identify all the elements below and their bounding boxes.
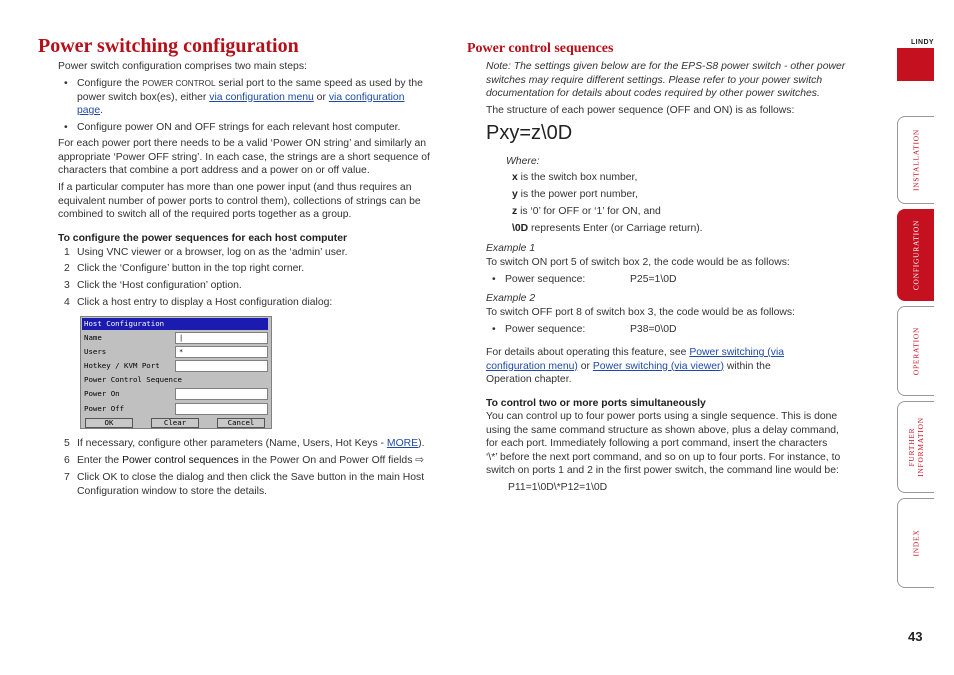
power-switching-config-menu-link-part1[interactable]: Power switching (via (689, 347, 785, 358)
power-switching-config-menu-link-part2[interactable]: configuration menu) (486, 360, 578, 372)
step-7: 7 Click OK to close the dialog and then click the Save button in the main Host Configuration window to store the details. (64, 472, 425, 497)
step-1: 1 Using VNC viewer or a browser, log on as the ‘admin’ user. (64, 247, 348, 258)
step-4: 4 Click a host entry to display a Host configuration dialog: (64, 297, 333, 308)
host-configuration-dialog (80, 316, 272, 429)
cancel-button[interactable]: Cancel (217, 418, 265, 428)
power-switching-viewer-link[interactable]: Power switching (via viewer) (592, 360, 724, 372)
bullet-dot: • (64, 122, 68, 133)
subheading-configure-sequences: To configure the power sequences for each host computer (58, 233, 348, 244)
tab-further-information[interactable]: FURTHER INFORMATION (897, 401, 934, 493)
via-configuration-page-link-part1[interactable]: via configuration (328, 91, 405, 103)
name-field[interactable]: | (175, 332, 268, 344)
paragraph-power-strings: For each power port there needs to be a valid ‘Power ON string’ and similarly an appropriate ‘Power OFF string’. In each case, the strings are a short sequence of characters that combine a port address and a power on or off value. (58, 138, 430, 177)
intro-text: Power switch configuration comprises two main steps: (58, 61, 307, 72)
example-1-label: Example 1 (486, 243, 536, 254)
power-on-field[interactable] (175, 388, 268, 400)
definition-0d: \0D represents Enter (or Carriage return). (512, 223, 703, 234)
power-on-label: Power On (84, 389, 120, 398)
logo-red-block (897, 48, 934, 81)
dialog-title: Host Configuration (82, 318, 268, 330)
example-1-text: To switch ON port 5 of switch box 2, the code would be as follows: (486, 257, 790, 268)
step-bullet-1: • Configure the POWER CONTROL serial port to the same speed as used by the power switch box(es), either via configuration menu or via configuration page. (64, 78, 423, 117)
page-number: 43 (908, 629, 923, 644)
example-2-label: Example 2 (486, 293, 536, 304)
where-label: Where: (506, 156, 540, 167)
sequence-formula: Pxy=z\0D (486, 122, 573, 144)
step-bullet-2: • Configure power ON and OFF strings for each relevant host computer. (64, 122, 401, 133)
note-text: Note: The settings given below are for the EPS-S8 power switch - other power switches may require different settings. Please refer to your power switch documentation for details about codes required by other power switches. (486, 61, 846, 100)
power-off-field[interactable] (175, 403, 268, 415)
tab-installation[interactable]: INSTALLATION (897, 116, 934, 204)
users-label: Users (84, 347, 107, 356)
definition-z: z is ‘0’ for OFF or ‘1’ for ON, and (512, 206, 661, 217)
structure-text: The structure of each power sequence (OFF and ON) is as follows: (486, 105, 795, 116)
example-1-sequence: • Power sequence: P25=1\0D (492, 274, 677, 285)
hotkey-label: Hotkey / KVM Port (84, 361, 160, 370)
tab-index[interactable]: INDEX (897, 498, 934, 588)
definition-x: x is the switch box number, (512, 172, 638, 183)
paragraph-multiple-inputs: If a particular computer has more than one power input (and thus requires an equivalent number of power ports to control them), collections of strings can be combined to switch all of the required ports together as a group. (58, 182, 421, 221)
power-control-sequence-label: Power Control Sequence (84, 375, 182, 384)
via-configuration-menu-link[interactable]: via configuration menu (209, 91, 314, 103)
multiple-ports-paragraph: You can control up to four power ports using a single sequence. This is done using the same command structure as shown above, plus a delay command, for each port. Immediately following a port command, insert the characters ‘\*’ before the next port command, and so on up to four ports. For instance, to switch on ports 1 and 2 in the first power switch, the command line would be: (486, 411, 841, 477)
name-label: Name (84, 333, 102, 342)
page-title: Power switching configuration (38, 35, 299, 57)
example-2-text: To switch OFF port 8 of switch box 3, the code would be as follows: (486, 307, 795, 318)
details-paragraph: For details about operating this feature, see Power switching (via configuration menu) or Power switching (via viewer) within the Operation chapter. (486, 347, 785, 386)
hotkey-field[interactable] (175, 360, 268, 372)
step-5: 5 If necessary, configure other parameters (Name, Users, Hot Keys - MORE). (64, 438, 425, 449)
step-2: 2 Click the ‘Configure’ button in the top right corner. (64, 263, 305, 274)
ok-button[interactable]: OK (85, 418, 133, 428)
tab-operation[interactable]: OPERATION (897, 306, 934, 396)
bullet-dot: • (64, 78, 68, 89)
definition-y: y is the power port number, (512, 189, 638, 200)
users-field[interactable]: * (175, 346, 268, 358)
more-link[interactable]: MORE (386, 438, 419, 449)
subheading-multiple-ports: To control two or more ports simultaneously (486, 398, 706, 409)
step-3: 3 Click the ‘Host configuration’ option. (64, 280, 242, 291)
power-off-label: Power Off (84, 404, 125, 413)
tab-configuration[interactable]: CONFIGURATION (897, 209, 934, 301)
clear-button[interactable]: Clear (151, 418, 199, 428)
via-configuration-page-link-part2[interactable]: page (77, 105, 101, 117)
example-command: P11=1\0D\*P12=1\0D (508, 482, 608, 493)
step-6: 6 Enter the Power control sequences in the Power On and Power Off fields ⇨ (64, 455, 424, 466)
example-2-sequence: • Power sequence: P38=0\0D (492, 324, 677, 335)
lindy-logo: LINDY (897, 38, 934, 82)
section-title-power-control-sequences: Power control sequences (467, 41, 614, 56)
